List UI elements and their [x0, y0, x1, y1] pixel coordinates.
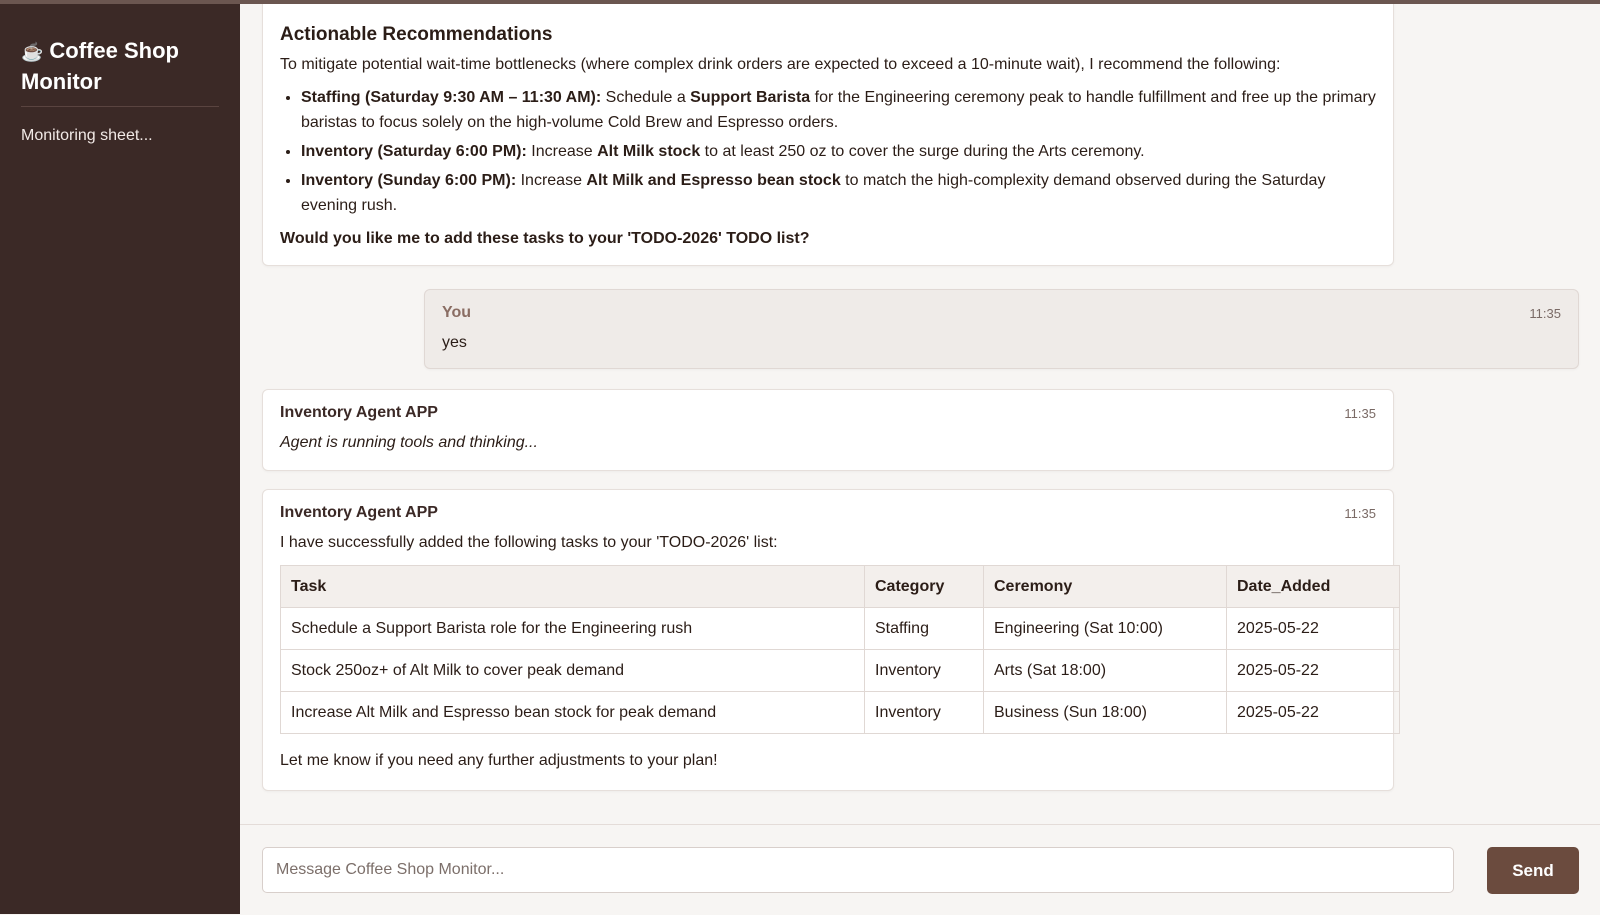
recommendation-text: to match the high-complexity demand observed during the Saturday evening rush.: [301, 172, 1326, 214]
table-cell: Staffing: [865, 608, 984, 650]
message-sender: Inventory Agent APP: [280, 404, 438, 421]
message-text: yes: [442, 334, 467, 351]
composer-bar: [240, 824, 1600, 915]
recommendation-title: Staffing (Saturday 9:30 AM – 11:30 AM):: [301, 89, 602, 106]
table-cell: Arts (Sat 18:00): [984, 650, 1227, 692]
app-title-text: Coffee Shop Monitor: [21, 38, 179, 94]
table-header-ceremony: Ceremony: [984, 566, 1227, 608]
message-timestamp: 11:35: [1529, 305, 1561, 321]
table-cell: Inventory: [865, 650, 984, 692]
recommendation-text: Schedule a: [601, 89, 691, 106]
recommendation-item: [301, 85, 1376, 135]
table-header-date-added: Date_Added: [1227, 566, 1400, 608]
recommendation-item: [301, 139, 1376, 164]
recommendation-text: for the Engineering ceremony peak to handle fulfillment and free up the primary baristas to focus solely on the high-volume Cold Brew and Espresso orders.: [301, 89, 1376, 131]
agent-message-thinking: [262, 389, 1394, 471]
result-outro: Let me know if you need any further adjustments to your plan!: [280, 752, 718, 769]
coffee-cup-icon: ☕: [21, 42, 44, 62]
agent-message-recommendations: [262, 4, 1394, 266]
todo-table: [280, 565, 1400, 734]
message-input[interactable]: [262, 847, 1454, 893]
result-intro: I have successfully added the following tasks to your 'TODO-2026' list:: [280, 534, 778, 551]
recommendations-question: Would you like me to add these tasks to your 'TODO-2026' TODO list?: [280, 230, 810, 247]
table-cell: 2025-05-22: [1227, 650, 1400, 692]
chat-area[interactable]: [240, 4, 1600, 824]
table-cell: Schedule a Support Barista role for the Engineering rush: [281, 608, 865, 650]
message-sender: Inventory Agent APP: [280, 504, 438, 521]
sidebar: [0, 4, 240, 914]
table-header-row: [281, 566, 1400, 608]
recommendation-title: Inventory (Sunday 6:00 PM):: [301, 172, 517, 189]
table-row: [281, 692, 1400, 734]
recommendation-title: Inventory (Saturday 6:00 PM):: [301, 143, 527, 160]
user-message: [424, 289, 1579, 369]
table-cell: Increase Alt Milk and Espresso bean stock for peak demand: [281, 692, 865, 734]
table-row: [281, 650, 1400, 692]
message-timestamp: 11:35: [1344, 405, 1376, 421]
table-cell: Engineering (Sat 10:00): [984, 608, 1227, 650]
table-cell: 2025-05-22: [1227, 692, 1400, 734]
table-header-category: Category: [865, 566, 984, 608]
recommendation-highlight: Alt Milk stock: [597, 143, 701, 160]
table-header-task: Task: [281, 566, 865, 608]
recommendations-heading: Actionable Recommendations: [280, 24, 553, 45]
message-timestamp: 11:35: [1344, 505, 1376, 521]
app-title: [21, 36, 219, 107]
recommendations-list: [280, 85, 1376, 218]
table-cell: 2025-05-22: [1227, 608, 1400, 650]
thinking-text: Agent is running tools and thinking...: [280, 434, 538, 451]
table-cell: Inventory: [865, 692, 984, 734]
recommendations-intro: To mitigate potential wait-time bottlenecks (where complex drink orders are expected to exceed a 10-minute wait), I recommend the following:: [280, 56, 1281, 73]
table-cell: Business (Sun 18:00): [984, 692, 1227, 734]
monitoring-status: Monitoring sheet...: [21, 127, 153, 144]
recommendation-text: to at least 250 oz to cover the surge during the Arts ceremony.: [700, 143, 1145, 160]
recommendation-highlight: Alt Milk and Espresso bean stock: [586, 172, 841, 189]
recommendation-text: Increase: [526, 143, 598, 160]
send-button[interactable]: Send: [1487, 847, 1579, 894]
agent-message-result: [262, 489, 1394, 791]
recommendation-highlight: Support Barista: [690, 89, 811, 106]
table-row: [281, 608, 1400, 650]
message-sender: You: [442, 304, 472, 321]
recommendation-item: [301, 168, 1376, 218]
table-cell: Stock 250oz+ of Alt Milk to cover peak demand: [281, 650, 865, 692]
recommendation-text: Increase: [516, 172, 587, 189]
